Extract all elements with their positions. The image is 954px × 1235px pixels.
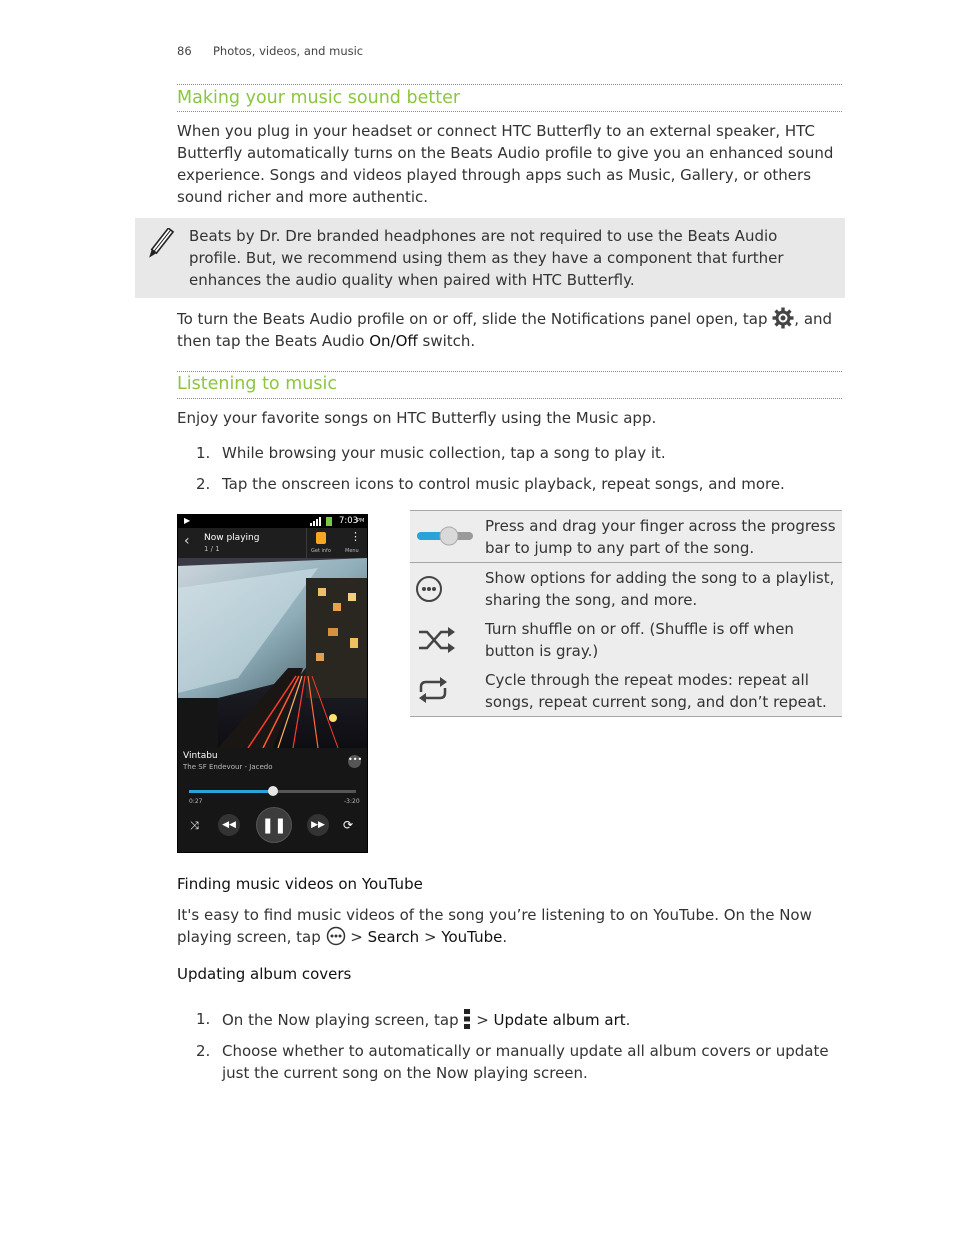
fast-forward-button[interactable]: ▶▶	[307, 814, 329, 836]
table-row	[410, 614, 842, 666]
shuffle-icon	[415, 622, 475, 656]
youtube-text-line1: It's easy to find music videos of the song you’re listening to on YouTube. On the Now	[177, 906, 812, 924]
sentence-period: .	[625, 1011, 631, 1029]
song-artist-album: The SF Endevour - Jacedo	[183, 763, 273, 771]
breadcrumb-separator: >	[350, 928, 363, 946]
section-rule-top-2	[177, 371, 842, 372]
back-chevron-icon[interactable]: ‹	[184, 533, 190, 549]
get-info-icon[interactable]	[316, 532, 326, 544]
phone-screenshot	[177, 514, 368, 853]
section-rule-bottom-2	[177, 398, 842, 399]
settings-gear-icon	[772, 307, 794, 329]
breadcrumb-separator: >	[476, 1011, 489, 1029]
step-text: While browsing your music collection, tap a song to play it.	[222, 444, 666, 462]
menu-dots-icon[interactable]: ⋮	[350, 530, 361, 543]
menu-label: Menu	[345, 548, 359, 554]
page-number: 86	[177, 44, 192, 58]
phone-clock-ampm: PM	[357, 518, 365, 524]
table-row	[410, 511, 842, 563]
section-title: Photos, videos, and music	[213, 44, 364, 58]
now-playing-bar	[178, 528, 367, 558]
bar-divider	[306, 528, 307, 558]
subheading-album-covers: Updating album covers	[177, 965, 352, 983]
step-text: Tap the onscreen icons to control music playback, repeat songs, and more.	[222, 475, 785, 493]
step-number: 1.	[196, 444, 211, 462]
youtube-menu-label: YouTube	[441, 928, 503, 946]
more-options-button[interactable]: •••	[348, 755, 361, 768]
table-row	[410, 665, 842, 717]
paragraph-music-intro: Enjoy your favorite songs on HTC Butterfly using the Music app.	[177, 409, 657, 427]
step-text	[222, 1008, 842, 1031]
table-row	[410, 563, 842, 615]
player-panel	[178, 748, 367, 852]
now-playing-title: Now playing	[204, 533, 260, 543]
progress-handle[interactable]	[268, 786, 278, 796]
repeat-button[interactable]: ⟳	[343, 818, 354, 832]
table-cell-text: Cycle through the repeat modes: repeat all songs, repeat current song, and don’t repeat.	[485, 671, 827, 711]
table-cell-text: Press and drag your finger across the progress bar to jump to any part of the song.	[485, 517, 836, 557]
table-cell-text: Show options for adding the song to a playlist, sharing the song, and more.	[485, 569, 835, 609]
phone-clock: 7:03	[339, 516, 359, 526]
track-counter: 1 / 1	[204, 545, 220, 553]
heading-music-sound: Making your music sound better	[177, 88, 461, 108]
step-number: 2.	[196, 475, 211, 493]
table-cell-text: Turn shuffle on or off. (Shuffle is off when button is gray.)	[485, 620, 794, 660]
album-art-photo	[178, 558, 367, 748]
section-rule-top	[177, 84, 842, 85]
sentence-period: .	[502, 928, 508, 946]
section-rule-bottom	[177, 111, 842, 112]
note-text: Beats by Dr. Dre branded headphones are not required to use the Beats Audio profile. But, we recommend using them as they have a component that further enhances the audio quality when paired with HTC Butterfly.	[189, 227, 784, 289]
remaining-time: -3:20	[344, 798, 360, 805]
repeat-icon	[415, 673, 475, 707]
pause-button[interactable]: ❚❚	[256, 807, 292, 843]
shuffle-button[interactable]: ⤨	[190, 819, 199, 832]
progress-bar-icon	[415, 519, 475, 553]
subheading-youtube: Finding music videos on YouTube	[177, 875, 423, 893]
step1-text-before: On the Now playing screen, tap	[222, 1011, 459, 1029]
song-title: Vintabu	[183, 751, 218, 761]
elapsed-time: 0:27	[189, 798, 203, 805]
pencil-note-icon	[141, 228, 177, 262]
breadcrumb-separator: >	[423, 928, 437, 946]
search-menu-label: Search	[367, 928, 420, 946]
step-text: Choose whether to automatically or manually update all album covers or update just the current song on the Now playing screen.	[222, 1042, 829, 1082]
progress-track[interactable]	[189, 790, 356, 793]
update-album-art-label: Update album art	[493, 1011, 626, 1029]
heading-listening: Listening to music	[177, 374, 337, 394]
step-number: 2.	[196, 1042, 211, 1060]
rewind-button[interactable]: ◀◀	[218, 814, 240, 836]
instr-text-before: To turn the Beats Audio profile on or off, slide the Notifications panel open, tap	[177, 310, 768, 328]
more-options-inline-icon	[326, 926, 346, 946]
paragraph-youtube	[177, 904, 842, 948]
instr-text-after: switch.	[422, 332, 476, 350]
battery-icon	[326, 517, 332, 526]
on-off-label: On/Off	[369, 332, 418, 350]
youtube-text-line2: playing screen, tap	[177, 928, 321, 946]
paragraph-beats-intro: When you plug in your headset or connect HTC Butterfly to an external speaker, HTC Butterfly automatically turns on the Beats Audio profile to give you an enhanced sound experience. Songs and videos played through apps such as Music, Gallery, or others sound richer and more authentic.	[177, 122, 834, 206]
play-status-icon: ▶	[184, 516, 191, 525]
instr-text-mid: , and then tap the Beats Audio	[177, 310, 833, 350]
more-options-icon	[415, 571, 475, 605]
progress-fill	[189, 790, 273, 793]
step-number: 1.	[196, 1010, 211, 1028]
get-info-label: Get info	[311, 548, 331, 554]
menu-dots-inline-icon	[463, 1008, 471, 1030]
signal-icon	[310, 517, 322, 526]
phone-status-bar	[178, 515, 367, 528]
paragraph-beats-instructions	[177, 307, 842, 352]
